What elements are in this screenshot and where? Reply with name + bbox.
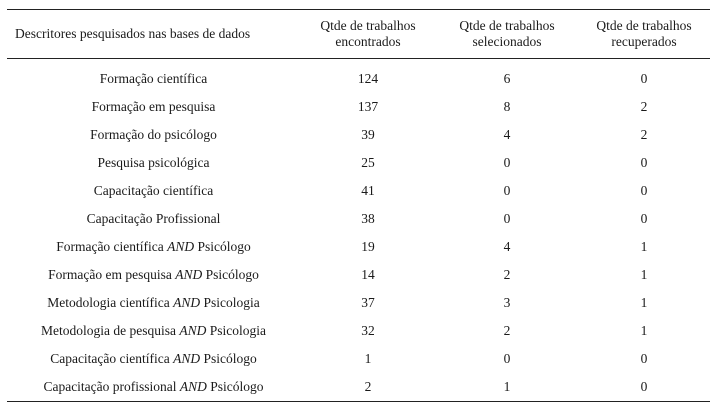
selected-cell: 4 (503, 127, 511, 142)
header-descriptors: Descritores pesquisados nas bases de dados (15, 26, 251, 41)
table-row (7, 93, 710, 121)
header-row (7, 10, 710, 59)
recovered-cell: 0 (640, 211, 648, 226)
descriptor-text: Psicólogo (210, 379, 264, 394)
recovered-cell: 1 (640, 323, 648, 338)
descriptor-text: Formação do psicólogo (90, 127, 217, 142)
table-row (7, 205, 710, 233)
descriptor-text: Psicólogo (205, 267, 259, 282)
descriptor-text: Formação científica (56, 239, 164, 254)
selected-cell: 6 (503, 71, 511, 86)
table-row (7, 177, 710, 205)
selected-cell: 1 (503, 379, 511, 394)
descriptor-text: Capacitação científica (93, 183, 214, 198)
results-table-container (7, 9, 702, 402)
and-operator: AND (179, 323, 207, 338)
selected-cell: 3 (503, 295, 511, 310)
and-operator: AND (179, 379, 207, 394)
selected-cell: 0 (503, 155, 511, 170)
recovered-cell: 2 (640, 99, 648, 114)
header-recovered-line1: Qtde de trabalhos (596, 18, 692, 33)
table-header (7, 10, 710, 59)
header-selected (436, 10, 578, 59)
recovered-cell: 1 (640, 267, 648, 282)
header-selected-line1: Qtde de trabalhos (459, 18, 555, 33)
table-row (7, 345, 710, 373)
recovered-cell: 0 (640, 379, 648, 394)
table-row (7, 149, 710, 177)
selected-cell: 4 (503, 239, 511, 254)
table-row (7, 233, 710, 261)
recovered-cell: 0 (640, 351, 648, 366)
found-cell: 19 (361, 239, 375, 254)
descriptor-text: Formação em pesquisa (91, 99, 216, 114)
found-cell: 137 (357, 99, 379, 114)
descriptor-cell (7, 261, 300, 289)
header-recovered (578, 10, 710, 59)
and-operator: AND (175, 267, 203, 282)
found-cell: 124 (357, 71, 379, 86)
selected-cell: 0 (503, 211, 511, 226)
table-row (7, 289, 710, 317)
and-operator: AND (173, 351, 201, 366)
table-body (7, 59, 710, 402)
descriptor-text: Psicologia (203, 295, 260, 310)
descriptor-text: Psicólogo (197, 239, 251, 254)
descriptor-cell (7, 59, 300, 94)
descriptor-text: Capacitação profissional (43, 379, 177, 394)
results-table (7, 9, 710, 402)
selected-cell: 0 (503, 351, 511, 366)
selected-cell: 2 (503, 267, 511, 282)
recovered-cell: 0 (640, 71, 648, 86)
selected-cell: 0 (503, 183, 511, 198)
found-cell: 32 (361, 323, 375, 338)
descriptor-text: Psicólogo (203, 351, 257, 366)
table-row (7, 261, 710, 289)
recovered-cell: 0 (640, 155, 648, 170)
found-cell: 1 (364, 351, 372, 366)
descriptor-text: Metodologia de pesquisa (41, 323, 176, 338)
found-cell: 38 (361, 211, 375, 226)
found-cell: 39 (361, 127, 375, 142)
selected-cell: 2 (503, 323, 511, 338)
descriptor-cell (7, 205, 300, 233)
recovered-cell: 1 (640, 295, 648, 310)
descriptor-cell (7, 121, 300, 149)
recovered-cell: 0 (640, 183, 648, 198)
table-row (7, 317, 710, 345)
descriptor-cell (7, 177, 300, 205)
header-recovered-line2: recuperados (611, 34, 677, 49)
descriptor-text: Capacitação científica (50, 351, 170, 366)
descriptor-text: Psicologia (209, 323, 266, 338)
descriptor-cell (7, 373, 300, 402)
and-operator: AND (167, 239, 195, 254)
recovered-cell: 2 (640, 127, 648, 142)
header-found-line2: encontrados (335, 34, 401, 49)
table-row (7, 121, 710, 149)
descriptor-text: Formação científica (99, 71, 208, 86)
descriptor-text: Formação em pesquisa (48, 267, 172, 282)
found-cell: 41 (361, 183, 375, 198)
descriptor-text: Pesquisa psicológica (97, 155, 210, 170)
table-row (7, 59, 710, 94)
header-selected-line2: selecionados (472, 34, 542, 49)
descriptor-cell (7, 149, 300, 177)
and-operator: AND (173, 295, 201, 310)
header-found-line1: Qtde de trabalhos (320, 18, 416, 33)
found-cell: 2 (364, 379, 372, 394)
recovered-cell: 1 (640, 239, 648, 254)
descriptor-text: Capacitação Profissional (86, 211, 221, 226)
descriptor-cell (7, 317, 300, 345)
header-found (300, 10, 436, 59)
found-cell: 25 (361, 155, 375, 170)
found-cell: 14 (361, 267, 375, 282)
descriptor-cell (7, 93, 300, 121)
descriptor-cell (7, 233, 300, 261)
selected-cell: 8 (503, 99, 511, 114)
found-cell: 37 (361, 295, 375, 310)
descriptor-text: Metodologia científica (47, 295, 170, 310)
table-row (7, 373, 710, 402)
descriptor-cell (7, 289, 300, 317)
descriptor-cell (7, 345, 300, 373)
